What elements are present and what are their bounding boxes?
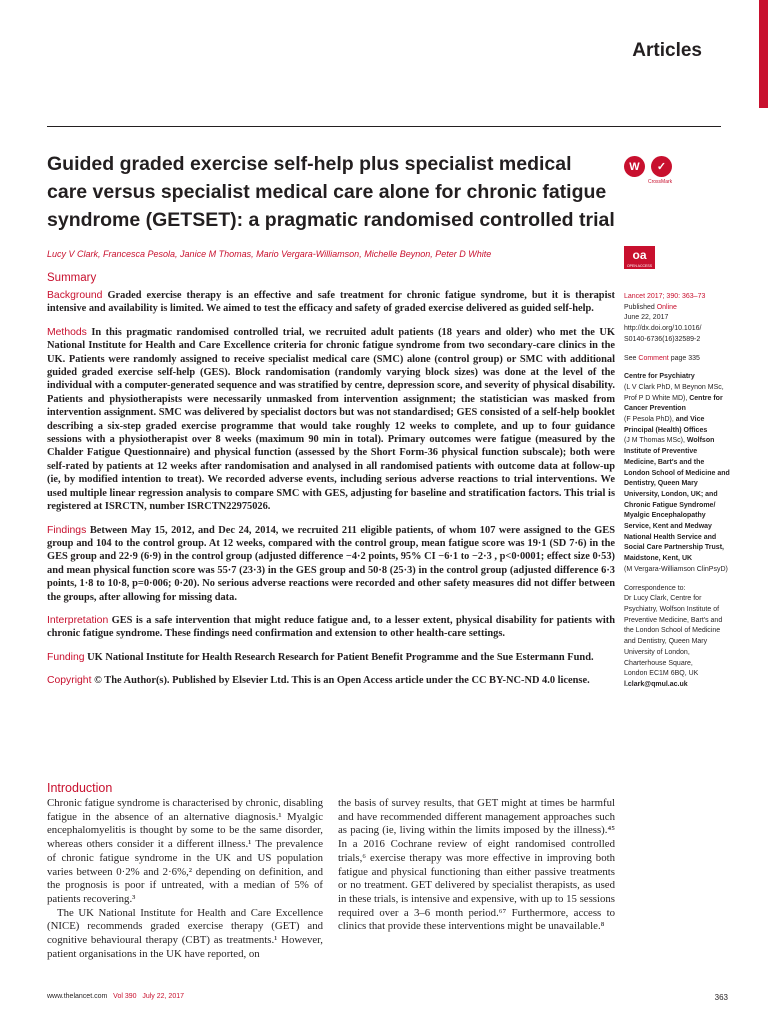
findings-label: Findings — [47, 524, 87, 536]
author-list: Lucy V Clark, Francesca Pesola, Janice M Thomas, Mario Vergara-Williamson, Michelle Beynon, Peter D White — [47, 249, 492, 259]
see-page: page 335 — [668, 354, 700, 362]
background-label: Background — [47, 290, 103, 301]
correspondence-line: London EC1M 6BQ, UK — [624, 670, 699, 678]
published-prefix: Published — [624, 303, 657, 311]
see-comment-link[interactable]: Comment — [638, 354, 669, 362]
abstract-funding — [47, 651, 615, 664]
interpretation-text: GES is a safe intervention that might reduce fatigue and, to a lesser extent, physical disability for patients with chronic fatigue syndrome. These findings need confirmation and extension to other health-care settings. — [47, 614, 615, 640]
affiliation-line: Social Care Partnership Trust, — [624, 544, 724, 552]
summary-heading: Summary — [47, 272, 97, 284]
funding-text: UK National Institute for Health Research Research for Patient Benefit Programme and the Sue Estermann Fund. — [87, 651, 594, 663]
see-comment-line — [624, 354, 736, 365]
affiliation-line: Dentistry, Queen Mary — [624, 480, 698, 488]
page-number: 363 — [714, 993, 728, 1002]
oa-badge-sub: OPEN ACCESS — [626, 264, 653, 268]
background-text: Graded exercise therapy is an effective and safe treatment for chronic fatigue syndrome, but it is therapist intensive and availability is limited. We aimed to test the efficacy and safety of graded exercise delivered as guided self-help. — [47, 290, 615, 315]
intro-paragraph-1: Chronic fatigue syndrome is characterised by chronic, disabling fatigue in the absence of an alternative diagnosis.¹ Myalgic encephalomyelitis is thought by some to be the same disorder, whereas others consider it a different illness.¹ The prevalence of chronic fatigue syndrome in the UK and US population varies between 0·2% and 2·6%,² depending on definition, and the prognosis is poor if untreated, with a median of 5% of patients recovering.³ — [47, 797, 323, 905]
footer-volume: Vol 390 — [113, 993, 137, 1000]
abstract-findings — [47, 524, 615, 604]
correspondence-line: Dr Lucy Clark, Centre for — [624, 595, 702, 603]
correspondence-line: Charterhouse Square, — [624, 659, 693, 667]
abstract-copyright — [47, 674, 615, 687]
article-title: Guided graded exercise self-help plus specialist medical care versus specialist medical care alone for chronic fatigue syndrome (GETSET): a pragmatic randomised controlled trial — [47, 153, 615, 231]
affiliation-line: (J M Thomas MSc), Wolfson — [624, 437, 715, 445]
methods-text: In this pragmatic randomised controlled trial, we recruited adult patients (18 years and older) who met the UK National Institute for Health and Care Excellence criteria for chronic fatigue syndrome from two secondary-care clinics in the UK. Patients were randomly assigned to receive specialist medical care (SMC) alone (control group) or SMC with additional guided graded exercise self-help (GES). Block randomisation (randomly varying block sizes) was done at the level of the individual with a computer-generated sequence and was stratified by centre, depression score, and severity of physical disability. Patients and physiotherapists were necessarily unmasked from intervention assignment; the statistician was masked from intervention assignment. SMC was delivered by specialist doctors but was not standardised; GES consisted of a self-help booklet describing a six-step graded exercise programme that would take roughly 12 weeks to complete, and up to four guidance sessions with a physiotherapist over 8 weeks (maximum 90 min in total). Primary outcomes were fatigue (measured by the Chalder Fatigue Questionnaire) and physical function (assessed by the Short Form-36 physical function subscale); both were self-rated by patients at 12 weeks after randomisation and analysed in all randomised patients with outcome data at follow-up (ie, by modified intention to treat). We recorded adverse events, including serious adverse reactions to trial interventions. We used multiple linear regression analysis to compare SMC with GES, adjusting for baseline and stratification factors. This trial is registered at ISRCTN, number ISRCTN22975026. — [47, 326, 615, 513]
funding-label: Funding — [47, 651, 85, 663]
published-online-link[interactable]: Online — [656, 303, 677, 311]
affiliation-line: (M Vergara-Williamson ClinPsyD) — [624, 565, 728, 573]
affiliation-line: Principal (Health) Offices — [624, 426, 708, 434]
abstract-methods — [47, 326, 615, 514]
section-color-bar — [759, 0, 768, 108]
badge-group — [624, 156, 672, 177]
doi-line-2[interactable]: S0140-6736(16)32589-2 — [624, 335, 701, 343]
affiliation-line: National Health Service and — [624, 533, 717, 541]
citation: Lancet 2017; 390: 363–73 — [624, 293, 706, 300]
published-date: June 22, 2017 — [624, 314, 669, 322]
open-access-badge — [624, 246, 655, 269]
abstract — [47, 289, 615, 698]
affiliation-line: Cancer Prevention — [624, 405, 686, 413]
correspondence-line: University of London, — [624, 648, 690, 656]
copyright-text: © The Author(s). Published by Elsevier Ltd. This is an Open Access article under the CC BY-NC-ND 4.0 license. — [94, 675, 590, 687]
crossmark-icon[interactable]: ✓ — [651, 156, 672, 177]
correspondence-line: and Dentistry, Queen Mary — [624, 638, 708, 646]
abstract-background — [47, 289, 615, 316]
findings-text: Between May 15, 2012, and Dec 24, 2014, we recruited 211 eligible patients, of whom 107 were assigned to the GES group and 104 to the control group. At 12 weeks, compared with the control group, mean fatigue score was 19·1 (SD 7·6) in the GES group and 22·9 (6·9) in the control group (adjusted difference −4·2 points, 95% CI −6·1 to −2·3 , p<0·0001; effect size 0·53) and mean physical function score was 55·7 (23·3) in the GES group and 50·8 (25·3) in the control group (adjusted difference 6·3 points, 1·8 to 10·8, p=0·006; 0·20). No serious adverse reactions were recorded and other safety measures did not differ between the groups, after allowing for missing data. — [47, 524, 615, 603]
affiliation-line: Centre for Psychiatry — [624, 373, 695, 381]
crossmark-label: CrossMark — [648, 179, 673, 185]
affiliation-line: (F Pesola PhD), and Vice — [624, 416, 705, 424]
affiliation-line: London School of Medicine and — [624, 469, 730, 477]
introduction-column-left — [47, 797, 323, 961]
copyright-label: Copyright — [47, 675, 92, 687]
affiliation-line: Institute of Preventive — [624, 448, 698, 456]
section-label: Articles — [632, 40, 702, 61]
footer-journal — [47, 993, 184, 1000]
header-rule — [47, 126, 721, 127]
affiliation-line: Maidstone, Kent, UK — [624, 555, 693, 563]
affiliation-line: Chronic Fatigue Syndrome/ — [624, 501, 716, 509]
correspondence-line: the London School of Medicine — [624, 627, 721, 635]
footer-date: July 22, 2017 — [142, 993, 185, 1000]
correspondence-line: Psychiatry, Wolfson Institute of — [624, 605, 720, 613]
published-line — [624, 303, 736, 314]
see-prefix: See — [624, 354, 639, 362]
w-open-access-icon[interactable]: W — [624, 156, 645, 177]
correspondence-email[interactable]: l.clark@qmul.ac.uk — [624, 680, 688, 688]
doi-line-1[interactable]: http://dx.doi.org/10.1016/ — [624, 325, 702, 333]
affiliation-line: Service, Kent and Medway — [624, 523, 712, 531]
footer-site[interactable]: www.thelancet.com — [47, 993, 108, 1000]
methods-label: Methods — [47, 326, 87, 338]
intro-paragraph-2: The UK National Institute for Health and Care Excellence (NICE) recommends graded exercise therapy (GET) and cognitive behavioural therapy (CBT) as treatments.¹ However, patient organisations in the UK have reported, on — [47, 906, 323, 960]
intro-paragraph-3: the basis of survey results, that GET might at times be harmful and have recommended different management approaches such as pacing (ie, living within the limits imposed by the illness).⁴⁵ In a 2016 Cochrane review of eight randomised controlled trials,⁶ exercise therapy was more effective in improving both fatigue and physical functioning than either passive treatments or no treatment. GET delivered by specialist therapists, as used in these trials, is intensive and expensive, with up to 15 sessions required over a 3–6 month period.⁶⁷ Furthermore, access to clinics that provide these interventions might be unavailable.⁸ — [338, 797, 615, 933]
affiliation-line: University, London, UK; and — [624, 490, 718, 498]
abstract-interpretation — [47, 614, 615, 641]
introduction-heading: Introduction — [47, 781, 113, 795]
affiliation-line: Medicine, Bart's and the — [624, 458, 705, 466]
correspondence-line: Preventive Medicine, Bart's and — [624, 616, 723, 624]
correspondence — [624, 584, 736, 680]
affiliation-line: Myalgic Encephalopathy — [624, 512, 706, 520]
affiliation-line: Prof P D White MD), Centre for — [624, 394, 723, 402]
interpretation-label: Interpretation — [47, 614, 109, 626]
correspondence-line: Correspondence to: — [624, 584, 686, 592]
oa-badge-main: oa — [632, 248, 647, 262]
affiliation-line: (L V Clark PhD, M Beynon MSc, — [624, 383, 724, 391]
affiliations — [624, 372, 736, 575]
introduction-column-right — [338, 797, 615, 934]
article-sidebar — [624, 292, 736, 691]
